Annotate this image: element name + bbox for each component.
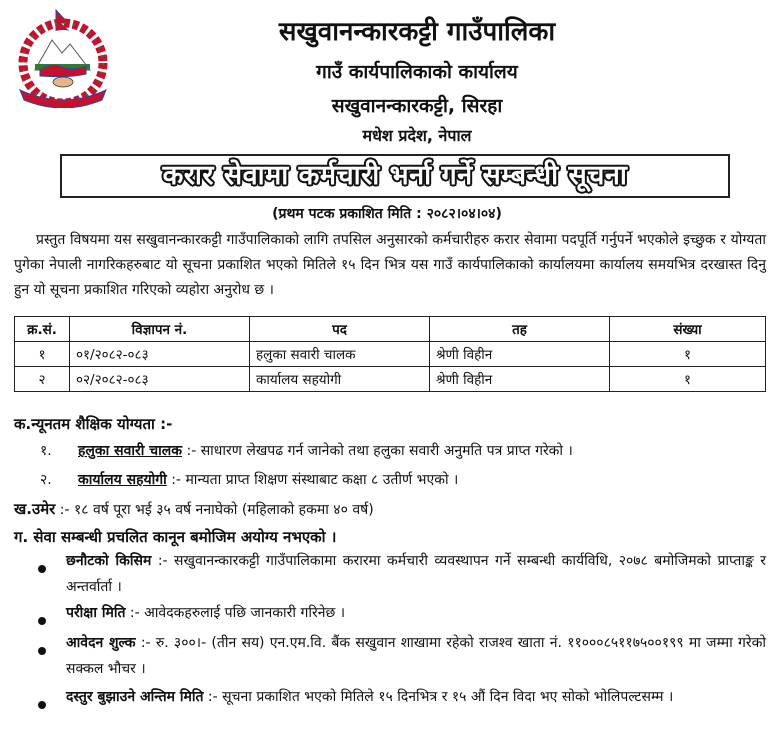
bullet-text: :- आवेदकहरुलाई पछि जानकारी गरिनेछ । — [129, 605, 346, 621]
office-location: सखुवानन्कारकट्टी, सिरहा — [331, 95, 503, 117]
notice-title: करार सेवामा कर्मचारी भर्ना गर्ने सम्बन्धी सूचना — [60, 154, 730, 198]
office-name: गाउँ कार्यपालिकाको कार्यालय — [316, 61, 518, 83]
bullet-label: छनौटको किसिम — [66, 553, 152, 569]
cell-post: हलुका सवारी चालक — [250, 342, 430, 367]
header-advert-no: विज्ञापन नं. — [70, 317, 250, 342]
header-level: तह — [430, 317, 610, 342]
application-fee — [66, 630, 766, 682]
cell-count: १ — [610, 342, 766, 367]
qualification-item-label: कार्यालय सहयोगी — [78, 472, 167, 488]
table-row — [15, 342, 766, 367]
selection-method — [66, 548, 766, 600]
qualification-item-text: :- साधारण लेखपढ गर्न जानेको तथा हलुका सवारी अनुमति पत्र प्राप्त गरेको । — [186, 443, 573, 459]
bullet-label: परीक्षा मिति — [66, 605, 126, 621]
cell-serial: १ — [15, 342, 70, 367]
bullet-icon — [38, 647, 46, 655]
qualification-item-number: २. — [40, 472, 52, 488]
bullet-text: :- रु. ३००।- (तीन सय) एन.एम.वि. बैंक सखुवान शाखामा रहेको राजश्व खाता नं. ११०००८५११७५००१९९ मा जम्मा गरेको सक्कल भौचर । — [66, 635, 766, 677]
age-label: ख.उमेर — [14, 500, 56, 518]
province-country: मधेश प्रदेश, नेपाल — [362, 126, 472, 145]
age-text: :- १८ वर्ष पूरा भई ३५ वर्ष ननाघेको (महिलाको हकमा ४० वर्ष) — [59, 502, 374, 518]
vacancy-table — [14, 316, 766, 392]
qualification-item-label: हलुका सवारी चालक — [78, 443, 183, 459]
table-row — [15, 367, 766, 392]
published-date: (प्रथम पटक प्रकाशित मिति : २०८२।०४।०४) — [272, 206, 502, 222]
header-serial: क्र.सं. — [15, 317, 70, 342]
qualification-item-number: १. — [40, 443, 52, 459]
intro-paragraph: प्रस्तुत विषयमा यस सखुवानन्कारकट्टी गाउँपालिकाको लागि तपसिल अनुसारको कर्मचारीहरु करार सेवामा पदपूर्ति गर्नुपर्ने भएकोले इच्छुक र योग्यता पुगेका नेपाली नागरिकहरुबाट यो सूचना प्रकाशित भएको मितिले १५ दिन भित्र यस गाउँ कार्यपालिकाको कार्यालयमा कार्यालय समयभित्र दरखास्त दिनु हुन यो सूचना प्रकाशित गरिएको व्यहोरा अनुरोध छ । — [14, 232, 766, 298]
cell-level: श्रेणी विहीन — [430, 367, 610, 392]
exam-date — [66, 600, 766, 626]
cell-serial: २ — [15, 367, 70, 392]
cell-advert-no: ०२/२०८२-०८३ — [70, 367, 250, 392]
bullet-label: आवेदन शुल्क — [66, 635, 136, 651]
age-requirement — [14, 499, 374, 519]
bullet-icon — [38, 701, 46, 709]
qualification-item — [78, 470, 458, 489]
bullet-icon — [38, 617, 46, 625]
header-count: संख्या — [610, 317, 766, 342]
fee-deadline — [66, 684, 766, 710]
bullet-text: :- सूचना प्रकाशित भएको मितिले १५ दिनभित्र र १५ औं दिन विदा भए सोको भोलिपल्टसम्म । — [207, 689, 674, 705]
qualification-item — [78, 441, 573, 460]
bullet-text: :- सखुवानन्कारकट्टी गाउँपालिकामा करारमा कर्मचारी व्यवस्थापन गर्ने सम्बन्धी कार्यविधि, २०७८ बमोजिमको प्राप्ताङ्क र अन्तर्वार्ता । — [66, 553, 767, 595]
municipality-name: सखुवानन्कारकट्टी गाउँपालिका — [278, 17, 556, 47]
header-post: पद — [250, 317, 430, 342]
cell-advert-no: ०१/२०८२-०८३ — [70, 342, 250, 367]
bullet-icon — [38, 565, 46, 573]
cell-post: कार्यालय सहयोगी — [250, 367, 430, 392]
bullet-label: दस्तुर बुझाउने अन्तिम मिति — [66, 689, 204, 705]
cell-level: श्रेणी विहीन — [430, 342, 610, 367]
law-heading: ग. सेवा सम्बन्धी प्रचलित कानून बमोजिम अयोग्य नभएको । — [14, 528, 337, 546]
table-header-row — [15, 317, 766, 342]
cell-count: १ — [610, 367, 766, 392]
qualification-item-text: :- मान्यता प्राप्त शिक्षण संस्थाबाट कक्षा ८ उतीर्ण भएको । — [171, 472, 459, 488]
qualification-heading: क.न्यूनतम शैक्षिक योग्यता :- — [14, 415, 173, 433]
